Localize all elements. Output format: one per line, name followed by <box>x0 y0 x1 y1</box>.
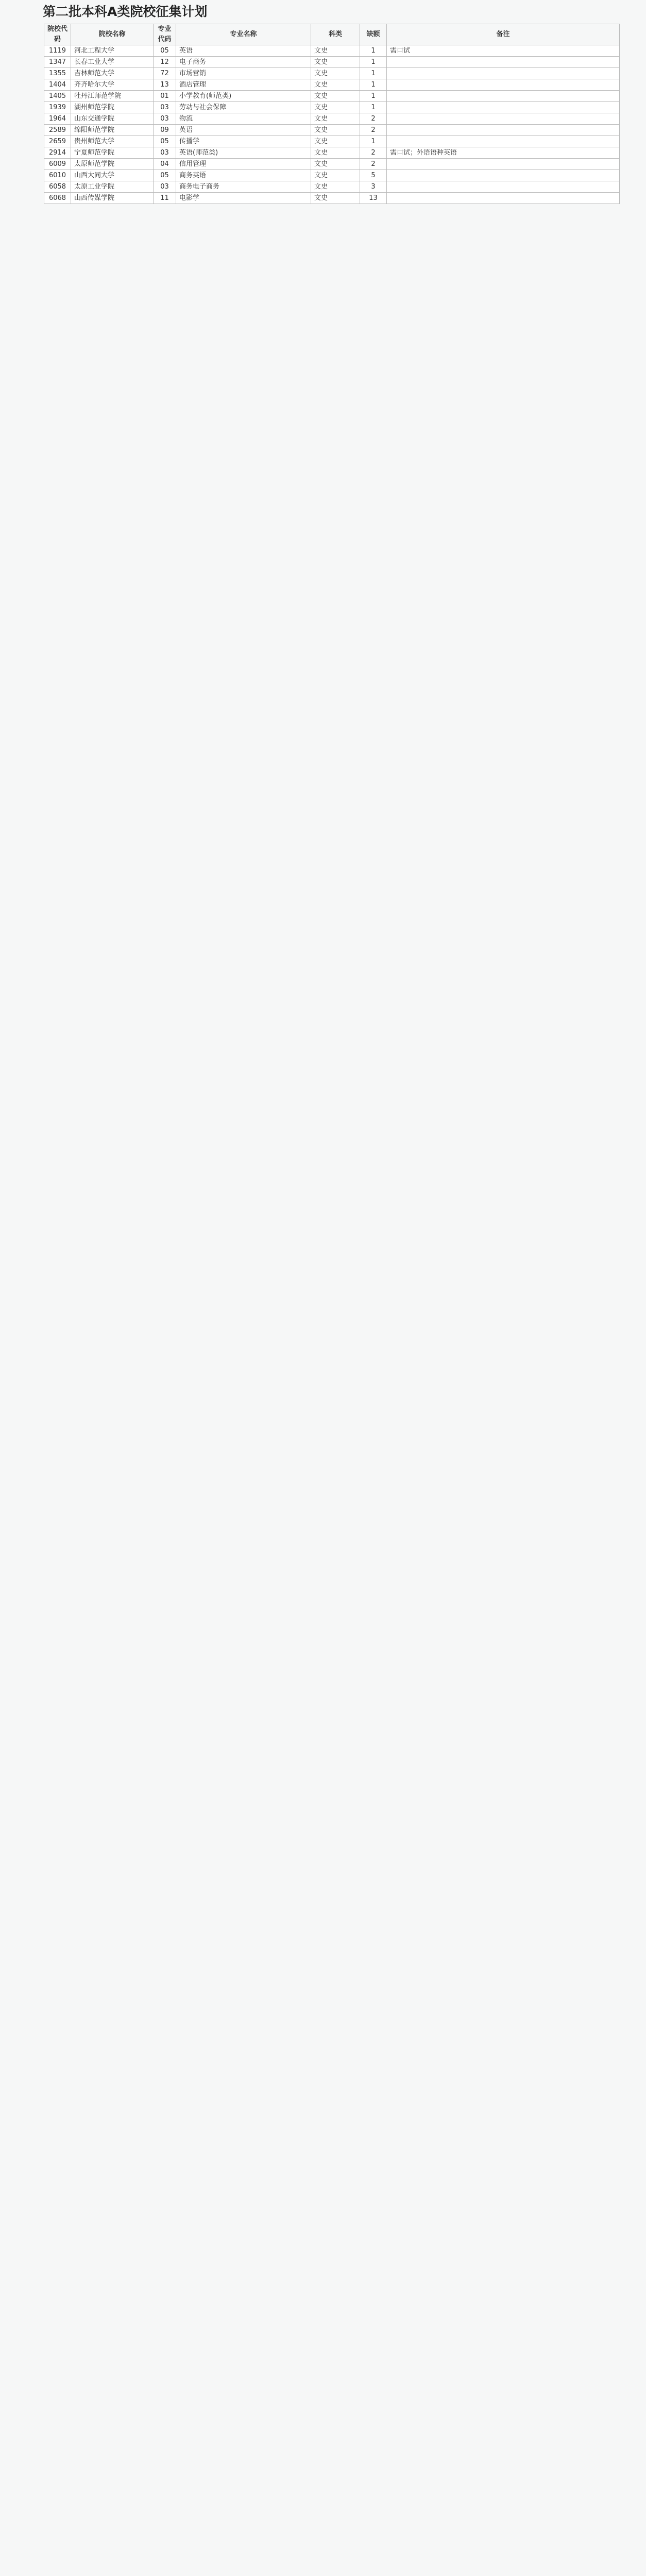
cell-school-name: 山西传媒学院 <box>71 193 154 204</box>
header-row <box>44 24 620 45</box>
cell-school-name: 齐齐哈尔大学 <box>71 79 154 91</box>
cell-school-code: 1347 <box>44 57 71 68</box>
cell-category: 文史 <box>311 68 360 79</box>
cell-school-code: 2659 <box>44 136 71 147</box>
table-row <box>44 113 620 125</box>
table-row <box>44 45 620 57</box>
cell-shortage: 13 <box>360 193 387 204</box>
cell-school-name: 山西大同大学 <box>71 170 154 181</box>
col-header-major-name: 专业名称 <box>176 24 311 45</box>
cell-major-code: 11 <box>154 193 176 204</box>
cell-major-code: 03 <box>154 102 176 113</box>
cell-remark: 需口试 <box>387 45 620 57</box>
cell-shortage: 1 <box>360 68 387 79</box>
cell-shortage: 2 <box>360 125 387 136</box>
cell-shortage: 3 <box>360 181 387 193</box>
cell-school-code: 1964 <box>44 113 71 125</box>
table-row <box>44 125 620 136</box>
cell-shortage: 1 <box>360 45 387 57</box>
cell-major-name: 英语 <box>176 45 311 57</box>
cell-category: 文史 <box>311 102 360 113</box>
cell-school-name: 山东交通学院 <box>71 113 154 125</box>
cell-major-code: 01 <box>154 91 176 102</box>
cell-remark <box>387 193 620 204</box>
cell-category: 文史 <box>311 79 360 91</box>
cell-shortage: 1 <box>360 91 387 102</box>
cell-shortage: 1 <box>360 57 387 68</box>
cell-major-name: 电影学 <box>176 193 311 204</box>
cell-school-name: 太原工业学院 <box>71 181 154 193</box>
table-row <box>44 136 620 147</box>
table-row <box>44 102 620 113</box>
page-title: 第二批本科A类院校征集计划 <box>43 4 208 19</box>
cell-major-name: 物流 <box>176 113 311 125</box>
cell-school-code: 1939 <box>44 102 71 113</box>
cell-major-code: 05 <box>154 170 176 181</box>
col-header-remark: 备注 <box>387 24 620 45</box>
cell-remark <box>387 68 620 79</box>
enrollment-table <box>44 24 620 204</box>
table-row <box>44 181 620 193</box>
cell-major-code: 03 <box>154 113 176 125</box>
cell-major-name: 电子商务 <box>176 57 311 68</box>
cell-school-name: 河北工程大学 <box>71 45 154 57</box>
cell-school-code: 1355 <box>44 68 71 79</box>
col-header-school-code: 院校代码 <box>44 24 71 45</box>
cell-major-code: 05 <box>154 45 176 57</box>
cell-school-name: 湖州师范学院 <box>71 102 154 113</box>
cell-remark <box>387 57 620 68</box>
cell-category: 文史 <box>311 113 360 125</box>
col-header-school-name: 院校名称 <box>71 24 154 45</box>
cell-category: 文史 <box>311 57 360 68</box>
cell-major-name: 劳动与社会保障 <box>176 102 311 113</box>
cell-remark <box>387 102 620 113</box>
cell-shortage: 5 <box>360 170 387 181</box>
cell-school-name: 长春工业大学 <box>71 57 154 68</box>
cell-major-code: 03 <box>154 147 176 159</box>
cell-school-name: 牡丹江师范学院 <box>71 91 154 102</box>
cell-category: 文史 <box>311 159 360 170</box>
col-header-shortage: 缺额 <box>360 24 387 45</box>
cell-school-code: 1405 <box>44 91 71 102</box>
cell-major-name: 酒店管理 <box>176 79 311 91</box>
cell-remark: 需口试；外语语种英语 <box>387 147 620 159</box>
cell-major-name: 小学教育(师范类) <box>176 91 311 102</box>
table-row <box>44 57 620 68</box>
cell-school-name: 绵阳师范学院 <box>71 125 154 136</box>
table-row <box>44 68 620 79</box>
cell-remark <box>387 159 620 170</box>
cell-category: 文史 <box>311 170 360 181</box>
cell-remark <box>387 113 620 125</box>
cell-major-code: 03 <box>154 181 176 193</box>
cell-shortage: 1 <box>360 102 387 113</box>
cell-major-code: 72 <box>154 68 176 79</box>
col-header-major-code: 专业代码 <box>154 24 176 45</box>
cell-major-code: 04 <box>154 159 176 170</box>
cell-category: 文史 <box>311 91 360 102</box>
table-row <box>44 91 620 102</box>
cell-remark <box>387 170 620 181</box>
cell-school-code: 6010 <box>44 170 71 181</box>
cell-remark <box>387 136 620 147</box>
table-row <box>44 147 620 159</box>
cell-school-name: 贵州师范大学 <box>71 136 154 147</box>
col-header-category: 科类 <box>311 24 360 45</box>
cell-major-code: 12 <box>154 57 176 68</box>
cell-major-name: 传播学 <box>176 136 311 147</box>
cell-school-code: 1119 <box>44 45 71 57</box>
cell-shortage: 2 <box>360 147 387 159</box>
cell-major-name: 英语(师范类) <box>176 147 311 159</box>
cell-major-code: 05 <box>154 136 176 147</box>
cell-remark <box>387 91 620 102</box>
cell-school-code: 6009 <box>44 159 71 170</box>
cell-category: 文史 <box>311 181 360 193</box>
cell-school-code: 2914 <box>44 147 71 159</box>
cell-school-code: 6058 <box>44 181 71 193</box>
cell-category: 文史 <box>311 147 360 159</box>
cell-major-code: 13 <box>154 79 176 91</box>
cell-school-name: 吉林师范大学 <box>71 68 154 79</box>
cell-category: 文史 <box>311 125 360 136</box>
cell-school-code: 1404 <box>44 79 71 91</box>
cell-major-name: 信用管理 <box>176 159 311 170</box>
cell-school-name: 太原师范学院 <box>71 159 154 170</box>
cell-shortage: 1 <box>360 79 387 91</box>
cell-remark <box>387 125 620 136</box>
cell-shortage: 2 <box>360 159 387 170</box>
cell-category: 文史 <box>311 136 360 147</box>
cell-category: 文史 <box>311 193 360 204</box>
table-row <box>44 79 620 91</box>
cell-shortage: 2 <box>360 113 387 125</box>
table-row <box>44 159 620 170</box>
table-row <box>44 193 620 204</box>
cell-major-name: 市场营销 <box>176 68 311 79</box>
table-row <box>44 170 620 181</box>
cell-remark <box>387 79 620 91</box>
cell-category: 文史 <box>311 45 360 57</box>
cell-remark <box>387 181 620 193</box>
cell-school-name: 宁夏师范学院 <box>71 147 154 159</box>
cell-major-name: 英语 <box>176 125 311 136</box>
cell-major-name: 商务英语 <box>176 170 311 181</box>
cell-major-code: 09 <box>154 125 176 136</box>
cell-school-code: 2589 <box>44 125 71 136</box>
cell-major-name: 商务电子商务 <box>176 181 311 193</box>
cell-school-code: 6068 <box>44 193 71 204</box>
cell-shortage: 1 <box>360 136 387 147</box>
